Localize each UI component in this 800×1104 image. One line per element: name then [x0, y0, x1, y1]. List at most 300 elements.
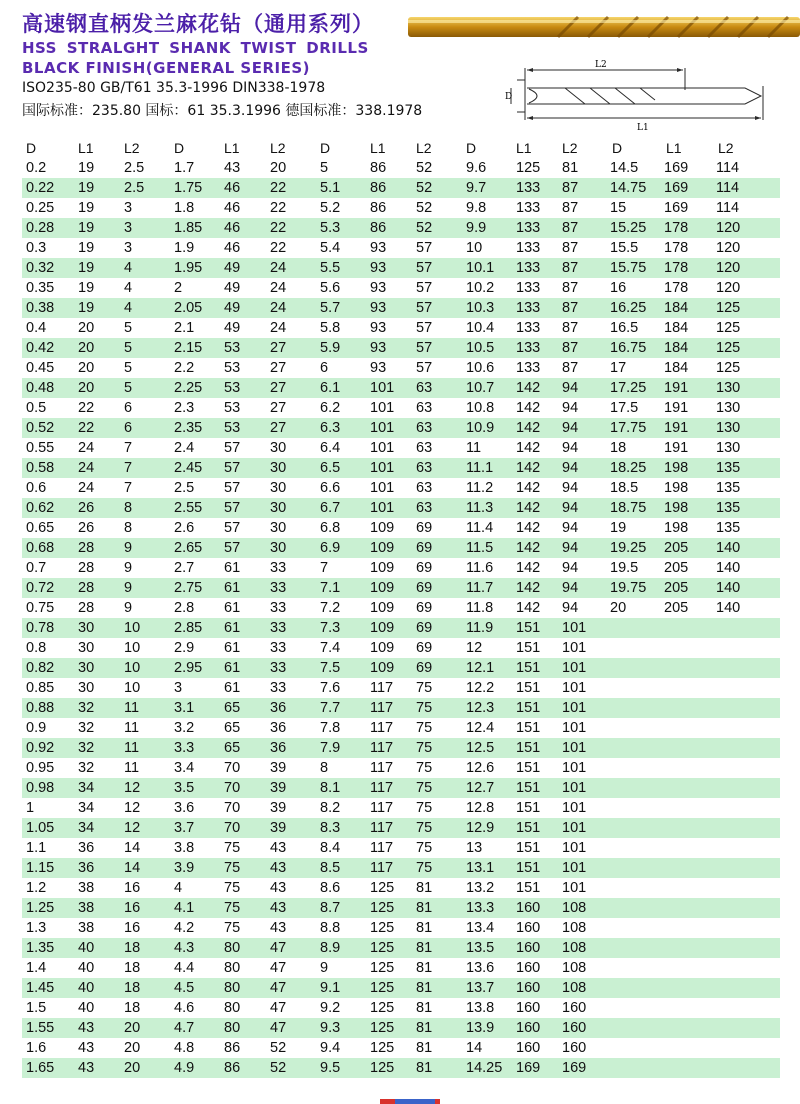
table-cell: 61 — [224, 660, 241, 676]
table-cell: 12.1 — [466, 660, 495, 676]
table-cell: 30 — [78, 620, 95, 636]
table-cell — [714, 718, 780, 738]
table-cell: 151 — [516, 760, 541, 776]
table-cell: 5.7 — [320, 300, 341, 316]
table-cell: 7.8 — [320, 720, 341, 736]
table-cell: 101 — [562, 860, 587, 876]
table-cell: 1.15 — [26, 860, 55, 876]
table-row — [22, 578, 780, 598]
table-cell: 47 — [270, 960, 287, 976]
table-cell: 0.32 — [26, 260, 55, 276]
table-cell: 12.7 — [466, 780, 495, 796]
table-cell: 0.22 — [26, 180, 55, 196]
table-cell: 8 — [124, 520, 133, 536]
column-header: D — [26, 140, 37, 156]
table-cell: 12.2 — [466, 680, 495, 696]
table-cell: 6.1 — [320, 380, 341, 396]
table-cell: 142 — [516, 420, 541, 436]
table-cell: 32 — [78, 700, 95, 716]
table-cell: 47 — [270, 940, 287, 956]
table-cell: 39 — [270, 780, 287, 796]
table-cell: 151 — [516, 860, 541, 876]
table-cell: 7 — [124, 440, 133, 456]
table-cell: 4.6 — [174, 1000, 195, 1016]
table-cell: 75 — [224, 900, 241, 916]
table-cell: 101 — [562, 660, 587, 676]
table-cell: 133 — [516, 320, 541, 336]
table-cell: 53 — [224, 340, 241, 356]
table-cell: 57 — [416, 260, 433, 276]
table-cell — [714, 898, 780, 918]
table-cell: 191 — [664, 400, 689, 416]
table-cell: 108 — [562, 960, 587, 976]
table-cell: 9 — [124, 540, 133, 556]
table-cell: 20 — [124, 1020, 141, 1036]
table-cell: 140 — [716, 580, 741, 596]
table-cell: 142 — [516, 560, 541, 576]
table-cell: 5.9 — [320, 340, 341, 356]
table-cell: 160 — [516, 940, 541, 956]
table-cell: 1 — [26, 800, 35, 816]
table-cell: 19 — [78, 200, 95, 216]
table-cell: 142 — [516, 540, 541, 556]
table-cell — [608, 638, 662, 658]
table-cell: 7.3 — [320, 620, 341, 636]
table-cell: 0.88 — [26, 700, 55, 716]
table-row — [22, 998, 780, 1018]
table-row — [22, 278, 780, 298]
table-cell: 10.1 — [466, 260, 495, 276]
table-cell: 6.9 — [320, 540, 341, 556]
table-cell: 12.6 — [466, 760, 495, 776]
table-row — [22, 358, 780, 378]
table-cell: 69 — [416, 600, 433, 616]
table-cell — [608, 978, 662, 998]
table-cell: 151 — [516, 840, 541, 856]
table-cell: 0.3 — [26, 240, 47, 256]
column-header: L2 — [124, 140, 140, 156]
table-cell: 3.6 — [174, 800, 195, 816]
table-cell: 109 — [370, 660, 395, 676]
table-cell: 75 — [224, 880, 241, 896]
table-cell — [608, 918, 662, 938]
table-row — [22, 978, 780, 998]
label-d: D — [505, 92, 513, 102]
table-cell: 125 — [370, 880, 395, 896]
table-cell: 125 — [716, 340, 741, 356]
table-cell: 49 — [224, 260, 241, 276]
table-cell — [714, 998, 780, 1018]
table-row — [22, 218, 780, 238]
table-row — [22, 838, 780, 858]
table-cell: 109 — [370, 600, 395, 616]
table-cell: 160 — [516, 920, 541, 936]
table-cell: 151 — [516, 620, 541, 636]
table-cell — [662, 918, 714, 938]
table-cell: 140 — [716, 540, 741, 556]
table-row — [22, 158, 780, 178]
table-cell: 3.3 — [174, 740, 195, 756]
table-row — [22, 958, 780, 978]
table-cell: 30 — [270, 480, 287, 496]
drill-spec-table — [22, 138, 780, 1078]
table-cell: 69 — [416, 660, 433, 676]
table-cell: 8 — [320, 760, 329, 776]
table-cell: 10.9 — [466, 420, 495, 436]
table-cell: 101 — [562, 720, 587, 736]
table-cell: 28 — [78, 580, 95, 596]
table-row — [22, 198, 780, 218]
table-cell: 4 — [124, 260, 133, 276]
table-cell: 10 — [124, 620, 141, 636]
table-cell: 18 — [124, 960, 141, 976]
table-cell: 87 — [562, 280, 579, 296]
table-cell: 16 — [124, 920, 141, 936]
table-cell: 1.4 — [26, 960, 47, 976]
table-cell: 184 — [664, 340, 689, 356]
table-cell: 2.5 — [124, 160, 145, 176]
table-cell: 65 — [224, 740, 241, 756]
table-cell: 7.7 — [320, 700, 341, 716]
table-cell: 101 — [562, 640, 587, 656]
table-cell: 24 — [78, 480, 95, 496]
column-header: L1 — [516, 140, 532, 156]
table-cell — [608, 618, 662, 638]
table-cell: 87 — [562, 340, 579, 356]
table-cell: 2.15 — [174, 340, 203, 356]
table-cell: 34 — [78, 820, 95, 836]
table-cell: 191 — [664, 440, 689, 456]
table-cell — [714, 638, 780, 658]
table-cell: 178 — [664, 240, 689, 256]
table-cell — [608, 938, 662, 958]
table-cell: 169 — [562, 1060, 587, 1076]
table-cell: 2 — [174, 280, 183, 296]
table-cell: 0.9 — [26, 720, 47, 736]
table-cell: 101 — [370, 440, 395, 456]
table-cell: 39 — [270, 800, 287, 816]
table-cell: 46 — [224, 180, 241, 196]
table-cell: 61 — [224, 580, 241, 596]
table-cell: 43 — [270, 840, 287, 856]
table-cell: 81 — [416, 960, 433, 976]
table-row — [22, 478, 780, 498]
table-cell: 43 — [270, 880, 287, 896]
table-cell — [608, 718, 662, 738]
table-cell: 81 — [562, 160, 579, 176]
table-cell: 1.85 — [174, 220, 203, 236]
table-cell: 3.7 — [174, 820, 195, 836]
table-cell: 1.75 — [174, 180, 203, 196]
table-cell: 13.7 — [466, 980, 495, 996]
table-cell: 11 — [466, 440, 482, 456]
table-cell: 36 — [270, 740, 287, 756]
table-row — [22, 378, 780, 398]
table-cell: 3 — [124, 200, 133, 216]
table-cell: 142 — [516, 480, 541, 496]
column-header: L1 — [78, 140, 94, 156]
table-cell: 15.75 — [610, 260, 647, 276]
table-row — [22, 658, 780, 678]
table-cell: 101 — [562, 760, 587, 776]
table-cell: 86 — [370, 160, 387, 176]
table-cell: 11.4 — [466, 520, 494, 536]
table-cell: 63 — [416, 400, 433, 416]
table-cell: 125 — [716, 360, 741, 376]
table-cell: 10 — [124, 640, 141, 656]
table-cell: 80 — [224, 980, 241, 996]
table-cell: 24 — [270, 300, 287, 316]
table-cell: 14.75 — [610, 180, 647, 196]
table-cell: 8.3 — [320, 820, 341, 836]
table-cell: 16.5 — [610, 320, 639, 336]
column-header: D — [466, 140, 477, 156]
table-cell: 8.2 — [320, 800, 341, 816]
table-cell: 9 — [124, 560, 133, 576]
table-cell: 94 — [562, 580, 579, 596]
table-cell: 94 — [562, 480, 579, 496]
table-cell: 47 — [270, 1000, 287, 1016]
table-cell: 133 — [516, 200, 541, 216]
table-cell — [714, 938, 780, 958]
table-cell: 7 — [320, 560, 329, 576]
table-cell: 52 — [416, 220, 433, 236]
table-cell: 47 — [270, 1020, 287, 1036]
table-cell: 1.95 — [174, 260, 203, 276]
table-cell — [714, 738, 780, 758]
table-cell: 0.8 — [26, 640, 47, 656]
table-cell: 61 — [224, 560, 241, 576]
table-cell: 6.6 — [320, 480, 341, 496]
table-row — [22, 498, 780, 518]
table-cell: 40 — [78, 1000, 95, 1016]
table-cell — [662, 618, 714, 638]
table-cell: 63 — [416, 440, 433, 456]
column-header: L2 — [270, 140, 286, 156]
table-cell: 133 — [516, 220, 541, 236]
table-cell: 117 — [370, 720, 394, 736]
table-cell: 13.9 — [466, 1020, 495, 1036]
table-cell: 9.4 — [320, 1040, 341, 1056]
table-cell: 81 — [416, 920, 433, 936]
table-cell: 40 — [78, 960, 95, 976]
table-cell: 46 — [224, 200, 241, 216]
table-cell: 205 — [664, 600, 689, 616]
table-cell: 125 — [370, 1020, 395, 1036]
table-cell: 20 — [78, 380, 95, 396]
table-cell: 30 — [270, 460, 287, 476]
table-cell — [608, 858, 662, 878]
table-cell: 15.5 — [610, 240, 639, 256]
table-cell: 11 — [124, 740, 140, 756]
table-cell: 57 — [416, 340, 433, 356]
table-cell: 0.98 — [26, 780, 55, 796]
table-cell — [714, 698, 780, 718]
table-cell: 11.1 — [466, 460, 494, 476]
table-cell — [714, 838, 780, 858]
table-cell: 65 — [224, 700, 241, 716]
table-cell: 24 — [270, 280, 287, 296]
table-cell — [662, 878, 714, 898]
table-cell: 142 — [516, 500, 541, 516]
table-cell: 33 — [270, 680, 287, 696]
table-cell: 198 — [664, 480, 689, 496]
table-cell: 9.1 — [320, 980, 341, 996]
table-cell — [714, 878, 780, 898]
table-cell: 1.2 — [26, 880, 47, 896]
table-cell: 26 — [78, 500, 95, 516]
table-cell: 0.72 — [26, 580, 55, 596]
table-row — [22, 758, 780, 778]
table-cell: 0.65 — [26, 520, 55, 536]
table-cell: 0.75 — [26, 600, 55, 616]
table-cell: 57 — [416, 300, 433, 316]
table-cell: 20 — [78, 360, 95, 376]
table-cell: 205 — [664, 540, 689, 556]
title-english-line1: HSS STRALGHT SHANK TWIST DRILLS — [22, 39, 369, 57]
table-cell: 0.28 — [26, 220, 55, 236]
table-cell — [714, 958, 780, 978]
table-cell: 8.1 — [320, 780, 341, 796]
table-cell: 27 — [270, 400, 287, 416]
table-cell — [714, 858, 780, 878]
table-cell: 11.5 — [466, 540, 494, 556]
table-cell: 69 — [416, 640, 433, 656]
table-cell: 125 — [370, 940, 395, 956]
table-cell — [662, 1058, 714, 1078]
table-cell: 4.4 — [174, 960, 195, 976]
table-cell: 101 — [562, 880, 587, 896]
table-cell: 18 — [124, 940, 141, 956]
table-cell: 151 — [516, 740, 541, 756]
table-cell: 142 — [516, 600, 541, 616]
table-cell: 69 — [416, 620, 433, 636]
table-cell: 5 — [124, 320, 133, 336]
table-cell: 0.95 — [26, 760, 55, 776]
table-cell: 28 — [78, 540, 95, 556]
table-cell: 9.3 — [320, 1020, 341, 1036]
table-cell: 61 — [224, 640, 241, 656]
table-cell: 30 — [78, 640, 95, 656]
table-cell: 43 — [270, 900, 287, 916]
table-cell: 2.9 — [174, 640, 195, 656]
table-cell: 10.6 — [466, 360, 495, 376]
table-cell: 18 — [124, 980, 141, 996]
table-cell: 19.25 — [610, 540, 647, 556]
drill-dimension-diagram — [505, 58, 785, 138]
table-cell: 16 — [124, 880, 141, 896]
table-cell: 12.4 — [466, 720, 495, 736]
table-cell: 6.5 — [320, 460, 341, 476]
table-cell: 15 — [610, 200, 627, 216]
table-cell: 12 — [124, 780, 141, 796]
table-cell: 27 — [270, 420, 287, 436]
table-cell — [662, 778, 714, 798]
table-cell: 114 — [716, 160, 740, 176]
table-cell: 13.8 — [466, 1000, 495, 1016]
table-cell: 87 — [562, 180, 579, 196]
table-cell — [714, 978, 780, 998]
table-cell: 8.5 — [320, 860, 341, 876]
table-row — [22, 638, 780, 658]
table-cell: 19 — [610, 520, 627, 536]
table-cell: 7.1 — [320, 580, 341, 596]
table-cell — [714, 1058, 780, 1078]
table-cell: 125 — [370, 1000, 395, 1016]
table-cell: 4.5 — [174, 980, 195, 996]
table-cell: 16 — [610, 280, 627, 296]
table-cell: 151 — [516, 880, 541, 896]
table-cell: 75 — [416, 840, 433, 856]
table-cell: 57 — [224, 540, 241, 556]
table-cell: 30 — [270, 500, 287, 516]
table-cell: 86 — [224, 1040, 241, 1056]
table-cell: 2.1 — [174, 320, 195, 336]
table-cell: 9.6 — [466, 160, 487, 176]
table-cell: 28 — [78, 560, 95, 576]
table-cell: 93 — [370, 300, 387, 316]
table-row — [22, 458, 780, 478]
table-cell: 94 — [562, 440, 579, 456]
table-cell: 101 — [562, 620, 587, 636]
table-cell: 109 — [370, 620, 395, 636]
table-cell: 36 — [270, 700, 287, 716]
table-cell: 133 — [516, 240, 541, 256]
column-header: L2 — [562, 140, 578, 156]
table-cell: 63 — [416, 480, 433, 496]
table-cell: 81 — [416, 880, 433, 896]
table-cell: 133 — [516, 300, 541, 316]
table-cell: 5.4 — [320, 240, 341, 256]
table-cell: 4 — [174, 880, 183, 896]
table-cell: 16 — [124, 900, 141, 916]
table-cell: 57 — [416, 240, 433, 256]
table-cell: 27 — [270, 340, 287, 356]
table-cell — [662, 658, 714, 678]
table-cell: 151 — [516, 780, 541, 796]
table-cell: 2.7 — [174, 560, 195, 576]
table-cell: 1.9 — [174, 240, 195, 256]
table-cell: 86 — [370, 180, 387, 196]
table-cell: 5.2 — [320, 200, 341, 216]
table-row — [22, 718, 780, 738]
table-cell: 94 — [562, 500, 579, 516]
standards-line1: ISO235-80 GB/T61 35.3-1996 DIN338-1978 — [22, 80, 326, 96]
table-cell: 101 — [370, 500, 395, 516]
table-cell: 57 — [224, 460, 241, 476]
table-cell: 198 — [664, 460, 689, 476]
table-cell: 19 — [78, 180, 95, 196]
table-cell: 19 — [78, 240, 95, 256]
table-cell: 125 — [370, 920, 395, 936]
table-cell: 27 — [270, 380, 287, 396]
table-cell: 7 — [124, 480, 133, 496]
table-cell: 0.85 — [26, 680, 55, 696]
table-cell: 11.8 — [466, 600, 494, 616]
table-cell: 2.75 — [174, 580, 203, 596]
table-cell: 63 — [416, 460, 433, 476]
table-cell: 8.4 — [320, 840, 341, 856]
table-cell: 2.8 — [174, 600, 195, 616]
table-cell: 12.8 — [466, 800, 495, 816]
table-cell: 3.5 — [174, 780, 195, 796]
table-cell — [714, 798, 780, 818]
table-cell: 160 — [516, 1000, 541, 1016]
table-row — [22, 598, 780, 618]
table-cell: 135 — [716, 460, 741, 476]
table-cell: 109 — [370, 560, 395, 576]
table-cell — [662, 958, 714, 978]
